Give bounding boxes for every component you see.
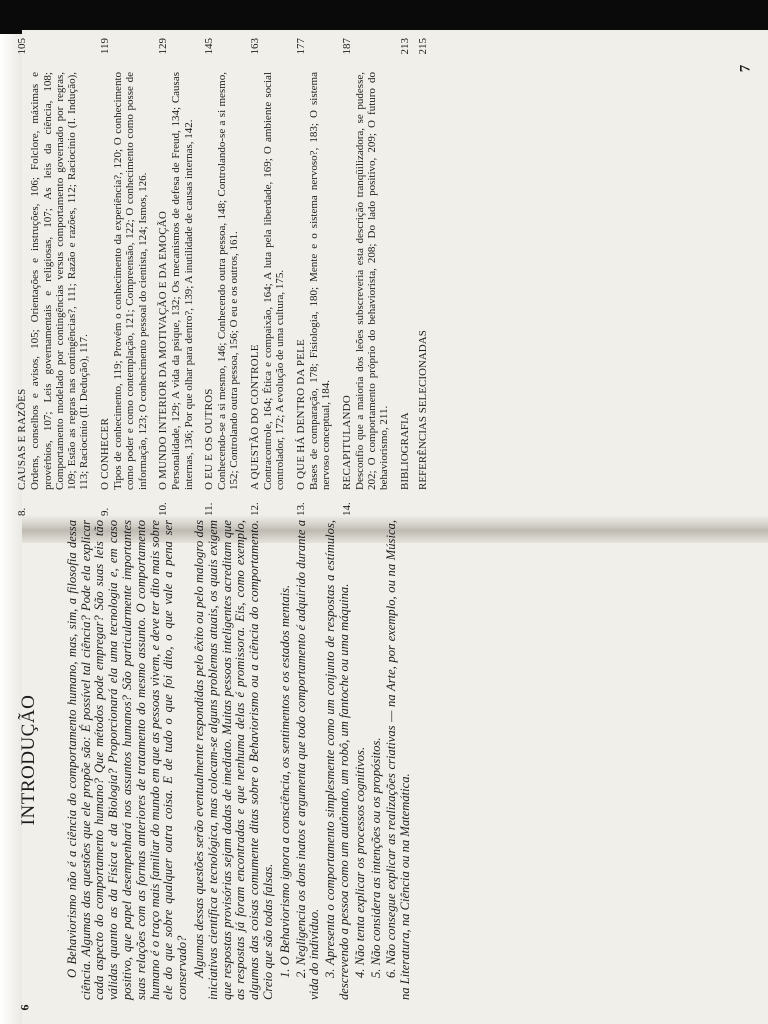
toc-entry [417,38,429,518]
table-of-contents [16,38,746,518]
introduction-title: INTRODUÇÃO [18,694,39,826]
toc-chapter-summary: Contracontrole, 164; Ética e compaixão, 164; A luta pela liberdade, 169; O ambiente social controlador, 172; A evolução de uma cultura, 175. [262,72,287,490]
toc-page-number: 213 [398,38,411,55]
toc-chapter-title: CAUSAS E RAZÕES [16,388,28,490]
scanner-top-border [0,0,768,34]
toc-section-title: REFERÊNCIAS SELECIONADAS [417,330,430,490]
toc-section-title: BIBLIOGRAFIA [398,412,411,490]
toc-chapter-summary: Desconfio que a maioria dos leões subscreveria esta descrição tranqüilizadora, se pudesse, 202; O comportamento próprio do behaviorista, 208; Do lado positivo, 209; O futuro do behaviorismo, 211. [353,72,391,490]
toc-chapter-summary: Conhecendo-se a si mesmo, 146; Conhecendo outra pessoa, 148; Controlando-se a si mesmo, 152; Controlando outra pessoa, 156; O eu e os outros, 161. [216,72,241,490]
toc-page-number: 119 [98,38,111,55]
left-page-number: 6 [17,1004,32,1011]
introduction-page [16,520,746,1000]
criticism-item: 4. Não tenta explicar os processos cognitivos. [352,746,367,978]
criticism-item: 6. Não consegue explicar as realizações criativas — na Arte, por exemplo, ou na Música, na Literatura, na Ciência ou na Matemática. [384,520,413,1000]
toc-chapter-title: O CONHECER [98,418,111,490]
toc-entry [249,38,287,518]
toc-entry [295,38,333,518]
toc-chapter-title: A QUESTÃO DO CONTROLE [248,344,261,490]
toc-chapter-summary: Bases de comparação, 178; Fisiologia, 180; Mente e o sistema nervoso?, 183; O sistema nervoso conceptual, 184. [307,72,333,490]
toc-chapter-number: 9. [98,507,111,516]
criticism-item: 3. Apresenta o comportamento simplesmente como um conjunto de respostas a estímulos, descrevendo a pessoa como um autômato, um robô, um fantoche ou uma máquina. [323,520,351,1000]
toc-chapter-number: 14. [340,502,353,516]
toc-page-number: 187 [340,38,353,55]
toc-page-number: 215 [417,38,430,55]
introduction-paragraphs [66,520,276,1000]
toc-page-number: 177 [294,38,307,55]
introduction-paragraph: Algumas dessas questões serão eventualmente respondidas pelo êxito ou pelo malogro das iniciativas científica e tecnológica, mas colocam-se alguns problemas atuais, os quais exigem que respostas provisórias sejam dadas de imediato. Muitas pessoas inteligentes acreditam que as respostas já foram encontradas e que nenhuma delas é promissora. Eis, como exemplo, algumas das coisas comumente ditas sobre o Behaviorismo ou a ciência do comportamento. Creio que são todas falsas. [191,520,275,1000]
toc-chapter-title: O EU E OS OUTROS [202,388,215,490]
toc-entry [203,38,241,518]
toc-chapter-title: O MUNDO INTERIOR DA MOTIVAÇÃO E DA EMOÇÃO [156,210,169,490]
criticism-item: 1. O Behaviorismo ignora a consciência, os sentimentos e os estados mentais. [277,584,292,978]
toc-chapter-number: 8. [16,507,28,516]
toc-entry [399,38,411,518]
toc-entry [341,38,391,518]
toc-entry-list [16,38,391,518]
criticism-item: 5. Não considera as intenções ou os propósitos. [368,737,383,978]
criticism-item: 2. Negligencia os dons inatos e argumenta que todo comportamento é adquirido durante a vida do indivíduo. [293,520,322,1000]
toc-chapter-title: O QUE HÁ DENTRO DA PELE [294,339,307,490]
toc-chapter-number: 10. [156,502,169,516]
toc-chapter-number: 12. [248,502,261,516]
right-page-number: 7 [737,64,754,73]
criticism-list [279,520,413,1000]
toc-page-number: 163 [248,38,261,55]
toc-entry [99,38,149,518]
toc-chapter-summary: Personalidade, 129; A vida da psique, 132; Os mecanismos de defesa de Freud, 134; Causas internas, 136; Por que olhar para dentro?, 139; A inutilidade de causas internas, 142. [170,72,195,490]
toc-page-number: 145 [202,38,215,55]
toc-chapter-title: RECAPITULANDO [340,395,353,490]
toc-chapter-summary: Ordens, conselhos e avisos, 105; Orientações e instruções, 106; Folclore, máximas e provérbios, 107; Leis governamentais e religiosas, 107; As leis da ciência, 108; Comportamento modelado por contingências versus comportamento governado por regras, 109; Estão as regras nas contingências?, 111; Razão e razões, 112; Raciocínio (I. Indução), 113; Raciocínio (II. Dedução), 117. [29,72,91,490]
toc-page-number: 105 [16,38,28,55]
toc-chapter-summary: Tipos de conhecimento, 119; Provém o conhecimento da experiência?, 120; O conhecimento como poder e como contemplação, 121; Compreensão, 122; O conhecimento como posse de informação, 123; O conhecimento pessoal do cientista, 124; Ismos, 126. [112,72,149,490]
introduction-paragraph: O Behaviorismo não é a ciência do comportamento humano, mas, sim, a filosofia dessa ciência. Algumas das questões que ele propõe são: É possível tal ciência? Pode ela explicar cada aspecto do comportamento humano? Que métodos pode empregar? São suas leis tão válidas quanto as da Física e da Biologia? Proporcionará ela uma tecnologia e, em caso positivo, que papel desempenhará nos assuntos humanos? São particularmente importantes suas relações com as formas anteriores de tratamento do mesmo assunto. O comportamento humano é o traço mais familiar do mundo em que as pessoas vivem, e deve ter dito mais sobre ele do que sobre qualquer outra coisa. E de tudo o que foi dito, o que vale a pena ser conservado? [64,520,190,1000]
toc-page-number: 129 [156,38,169,55]
toc-chapter-number: 13. [294,502,307,516]
toc-chapter-number: 11. [202,502,215,516]
toc-entry [157,38,195,518]
toc-entry [16,38,91,518]
toc-extras-list [399,38,430,518]
